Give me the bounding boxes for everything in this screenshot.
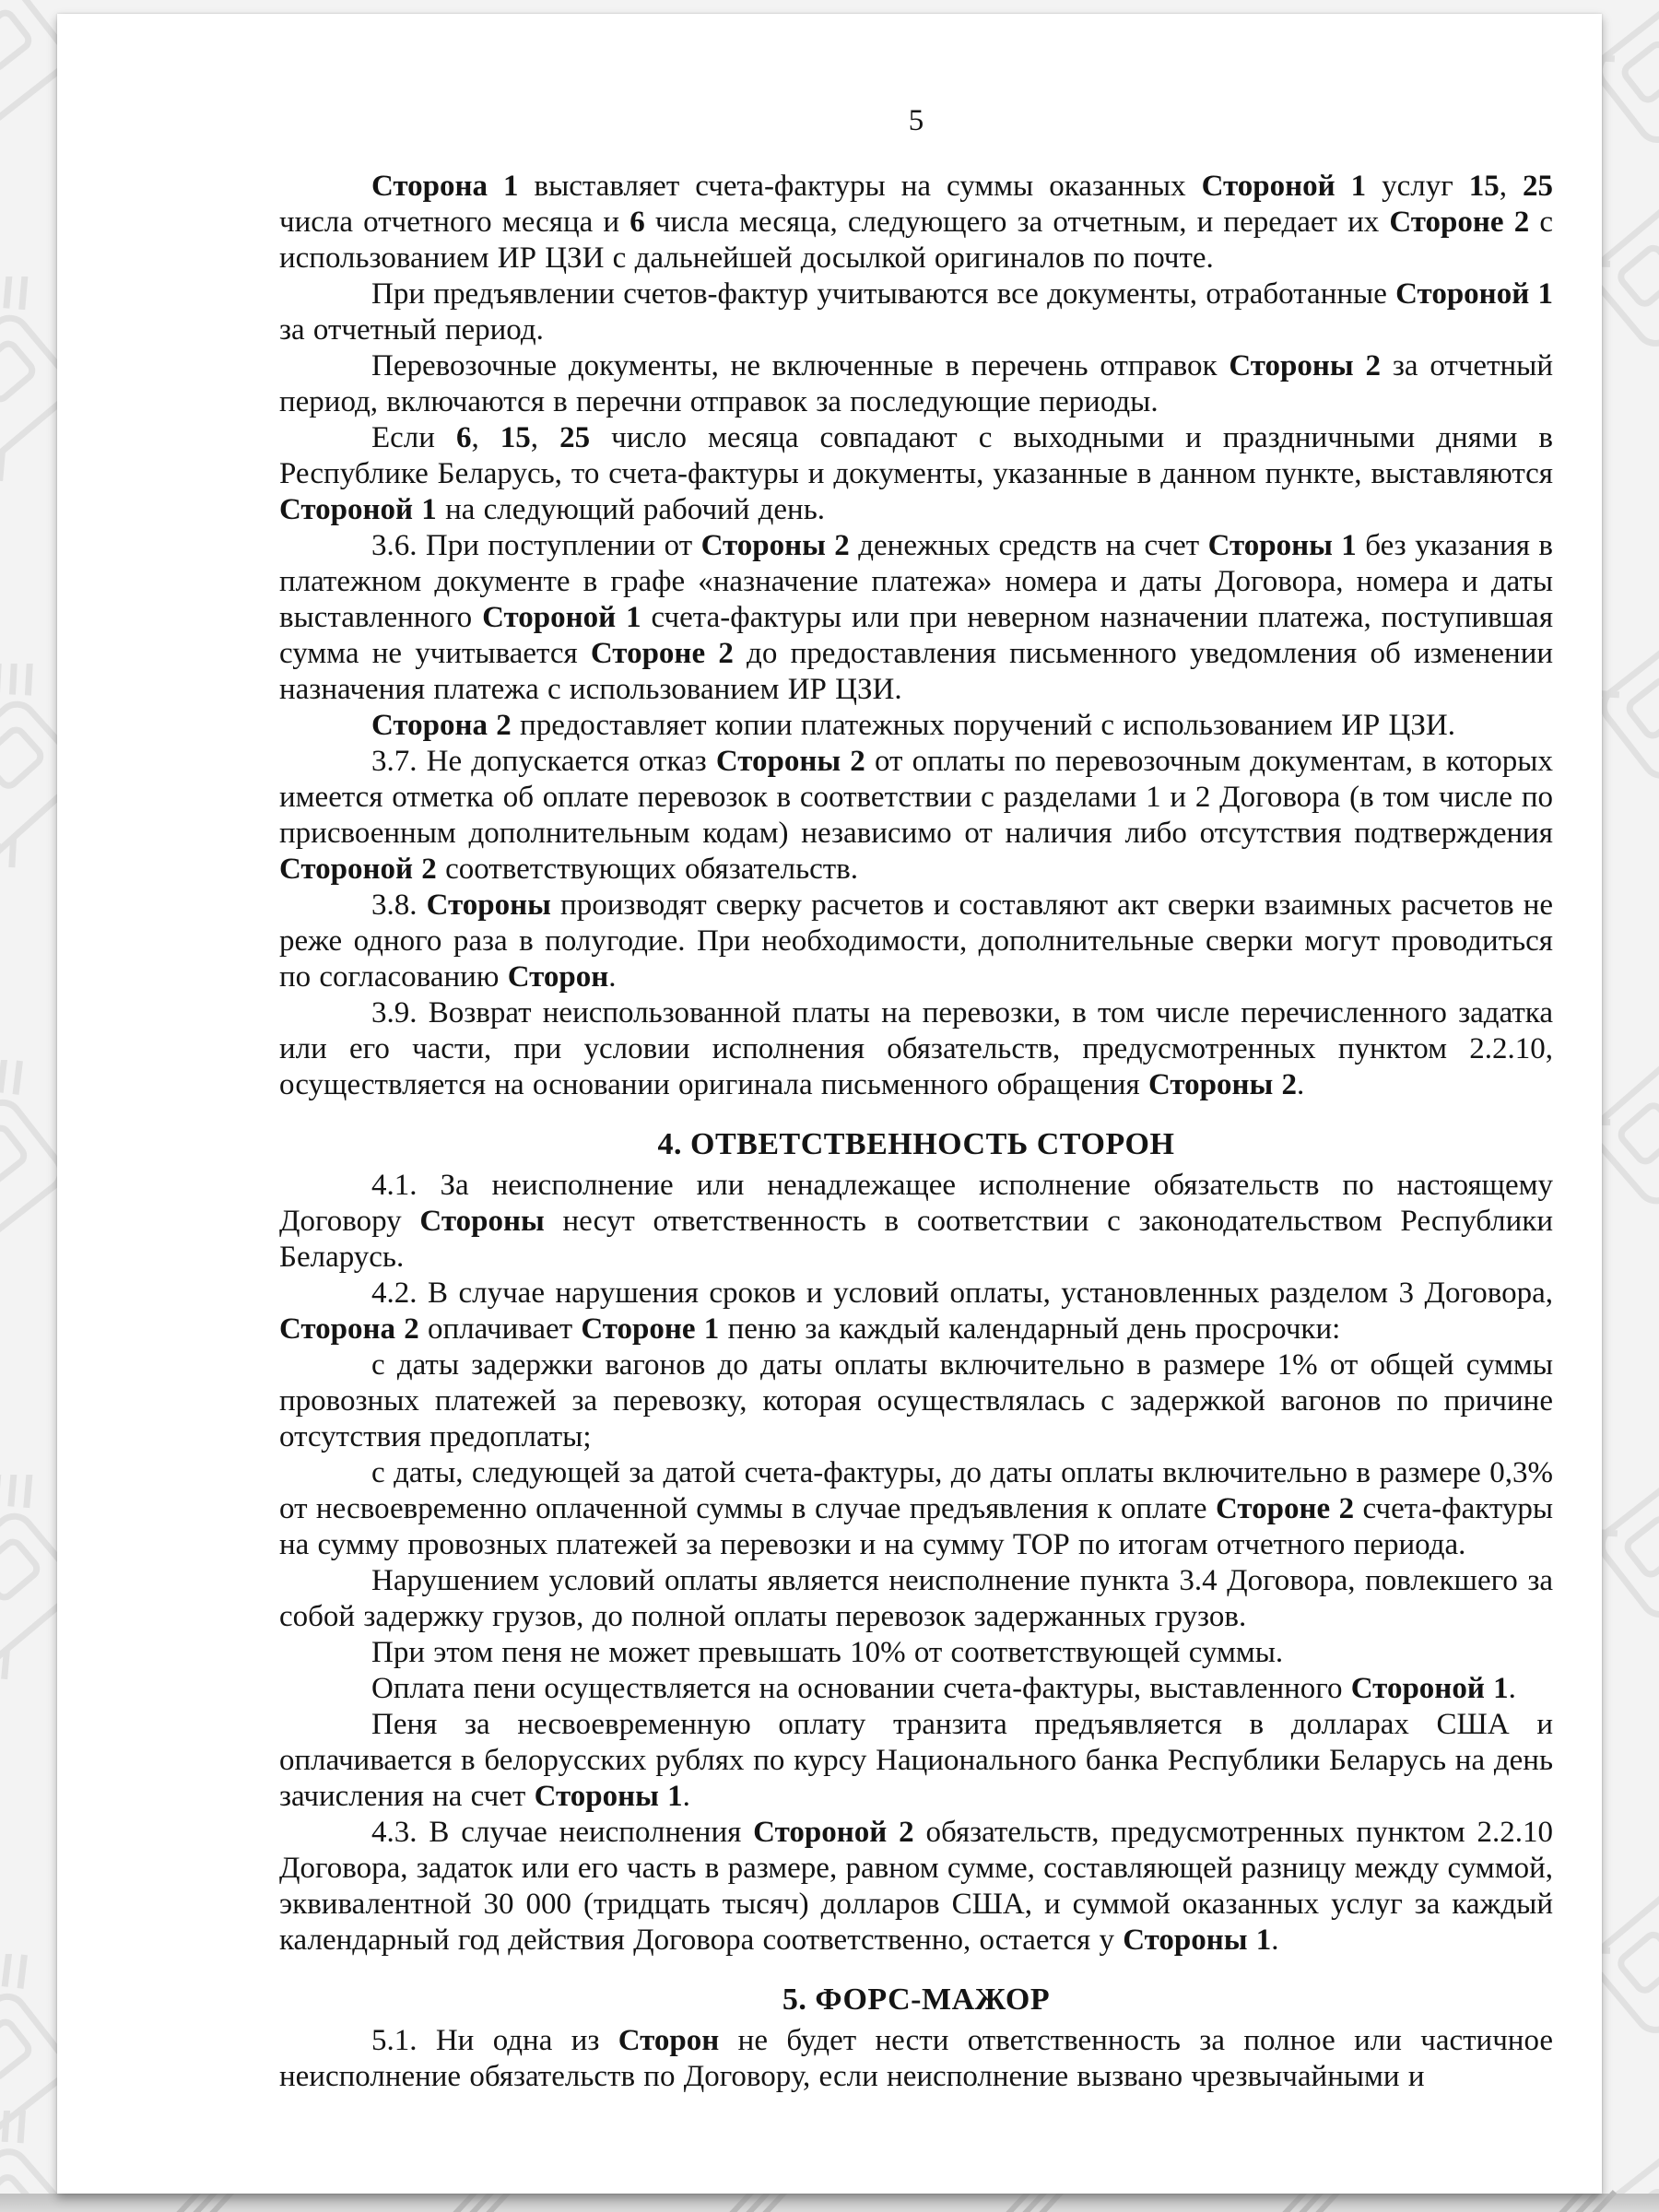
bold-text-run: Стороны 1 (1207, 529, 1357, 562)
paragraph: 5.1. Ни одна из Сторон не будет нести ответственность за полное или частичное неисполнение обязательств по Договору, если неисполнение вызвано чрезвычайными и (279, 2024, 1553, 2093)
paragraph: 3.7. Не допускается отказ Стороны 2 от оплаты по перевозочным документам, в которых имеется отметка об оплате перевозок в соответствии с разделами 1 и 2 Договора (в том числе по присвоенным дополнительным кодам) независимо от наличия либо отсутствия подтверждения Стороной 2 соответствующих обязательств. (279, 745, 1553, 886)
paragraph: 4.1. За неисполнение или ненадлежащее исполнение обязательств по настоящему Договору Стороны несут ответственность в соответствии с законодательством Республики Беларусь. (279, 1169, 1553, 1274)
paragraph: При этом пеня не может превышать 10% от соответствующей суммы. (371, 1636, 1284, 1669)
bold-text-run: Стороной 1 (482, 601, 641, 634)
bold-text-run: Стороной 1 (1201, 170, 1367, 203)
bold-text-run: Сторон (618, 2024, 720, 2057)
paragraph: 4.2. В случае нарушения сроков и условий оплаты, установленных разделом 3 Договора, Сторона 2 оплачивает Стороне 1 пеню за каждый календарный день просрочки: (279, 1277, 1553, 1346)
bold-text-run: Стороны (426, 888, 551, 922)
paragraph: Оплата пени осуществляется на основании счета-фактуры, выставленного Стороной 1. (371, 1672, 1516, 1705)
bold-text-run: Стороне 2 (1389, 206, 1530, 239)
bold-text-run: 15 (500, 421, 531, 454)
paragraph: При предъявлении счетов-фактур учитываются все документы, отработанные Стороной 1 за отчетный период. (279, 277, 1554, 347)
document-body (279, 169, 1553, 2095)
paragraph: Перевозочные документы, не включенные в перечень отправок Стороны 2 за отчетный период, включаются в перечни отправок за последующие периоды. (279, 349, 1553, 418)
bold-text-run: Сторон (507, 960, 609, 994)
paragraph: Пеня за несвоевременную оплату транзита предъявляется в долларах США и оплачивается в белорусских рублях по курсу Национального банка Республики Беларусь на день зачисления на счет Стороны 1. (279, 1708, 1553, 1813)
section-heading: 5. ФОРС-МАЖОР (782, 1983, 1051, 2017)
paragraph: Сторона 2 предоставляет копии платежных поручений с использованием ИР ЦЗИ. (371, 709, 1455, 742)
bold-text-run: Сторона 1 (371, 170, 519, 203)
bold-text-run: Стороны 2 (1229, 349, 1381, 382)
bold-text-run: Стороны 2 (1147, 1068, 1297, 1101)
bold-text-run: Сторона 2 (279, 1312, 419, 1346)
paragraph: Нарушением условий оплаты является неисполнение пункта 3.4 Договора, повлекшего за собой задержку грузов, до полной оплаты перевозок задержанных грузов. (279, 1564, 1553, 1633)
bold-text-run: Стороны 1 (1123, 1924, 1272, 1957)
document-page (57, 14, 1602, 2194)
bold-text-run: Стороной 1 (1395, 277, 1554, 311)
bold-text-run: Сторона 2 (371, 709, 512, 742)
paragraph: 3.6. При поступлении от Стороны 2 денежных средств на счет Стороны 1 без указания в платежном документе в графе «назначение платежа» номера и даты Договора, номера и даты выставленного Стороной 1 счета-фактуры или при неверном назначении платежа, поступившая сумма не учитывается Стороне 2 до предоставления письменного уведомления об изменении назначения платежа с использованием ИР ЦЗИ. (279, 529, 1554, 706)
bold-text-run: Стороной 1 (279, 493, 437, 526)
page-shadow-band (0, 2194, 1659, 2212)
bold-text-run: Стороне 2 (590, 637, 734, 670)
bold-text-run: 25 (1523, 170, 1553, 203)
bold-text-run: Стороной 1 (1350, 1672, 1509, 1705)
bold-text-run: Стороне 1 (581, 1312, 720, 1346)
bold-text-run: 6 (455, 421, 472, 454)
paragraph: 4.3. В случае неисполнения Стороной 2 обязательств, предусмотренных пунктом 2.2.10 Договора, задаток или его часть в размере, равном сумме, составляющей разницу между суммой, эквивалентной 30 000 (тридцать тысяч) долларов США, и суммой оказанных услуг за каждый календарный год действия Договора соответственно, остается у Стороны 1. (279, 1816, 1553, 1957)
bold-text-run: Стороны 2 (715, 745, 865, 778)
bold-text-run: Стороны 1 (534, 1780, 683, 1813)
paragraph: с даты задержки вагонов до даты оплаты включительно в размере 1% от общей суммы провозных платежей за перевозку, которая осуществлялась с задержкой вагонов по причине отсутствия предоплаты; (279, 1348, 1553, 1453)
bold-text-run: 15 (1468, 170, 1500, 203)
paragraph: с даты, следующей за датой счета-фактуры, до даты оплаты включительно в размере 0,3% от несвоевременно оплаченной суммы в случае предъявления к оплате Стороне 2 счета-фактуры на сумму провозных платежей за перевозки и на сумму ТОР по итогам отчетного периода. (279, 1456, 1553, 1561)
paragraph: 3.9. Возврат неиспользованной платы на перевозки, в том числе перечисленного задатка или его части, при условии исполнения обязательств, предусмотренных пунктом 2.2.10, осуществляется на основании оригинала письменного обращения Стороны 2. (279, 996, 1553, 1101)
page-number: 5 (908, 104, 924, 137)
bold-text-run: Стороне 2 (1215, 1492, 1355, 1525)
bold-text-run: Стороной 2 (279, 853, 437, 886)
bold-text-run: Стороны 2 (700, 529, 850, 562)
paragraph: Если 6, 15, 25 число месяца совпадают с выходными и праздничными днями в Республике Беларусь, то счета-фактуры и документы, указанные в данном пункте, выставляются Стороной 1 на следующий рабочий день. (279, 421, 1554, 526)
bold-text-run: Стороны (419, 1205, 545, 1238)
section-heading: 4. ОТВЕТСТВЕННОСТЬ СТОРОН (657, 1127, 1175, 1161)
bold-text-run: 6 (629, 206, 645, 239)
paragraph: 3.8. Стороны производят сверку расчетов и составляют акт сверки взаимных расчетов не реже одного раза в полугодие. При необходимости, дополнительные сверки могут проводиться по согласованию Сторон. (279, 888, 1554, 994)
bold-text-run: Стороной 2 (753, 1816, 914, 1849)
paragraph: Сторона 1 выставляет счета-фактуры на суммы оказанных Стороной 1 услуг 15, 25 числа отчетного месяца и 6 числа месяца, следующего за отчетным, и передает их Стороне 2 с использованием ИР ЦЗИ с дальнейшей досылкой оригиналов по почте. (279, 170, 1554, 275)
bold-text-run: 25 (559, 421, 591, 454)
